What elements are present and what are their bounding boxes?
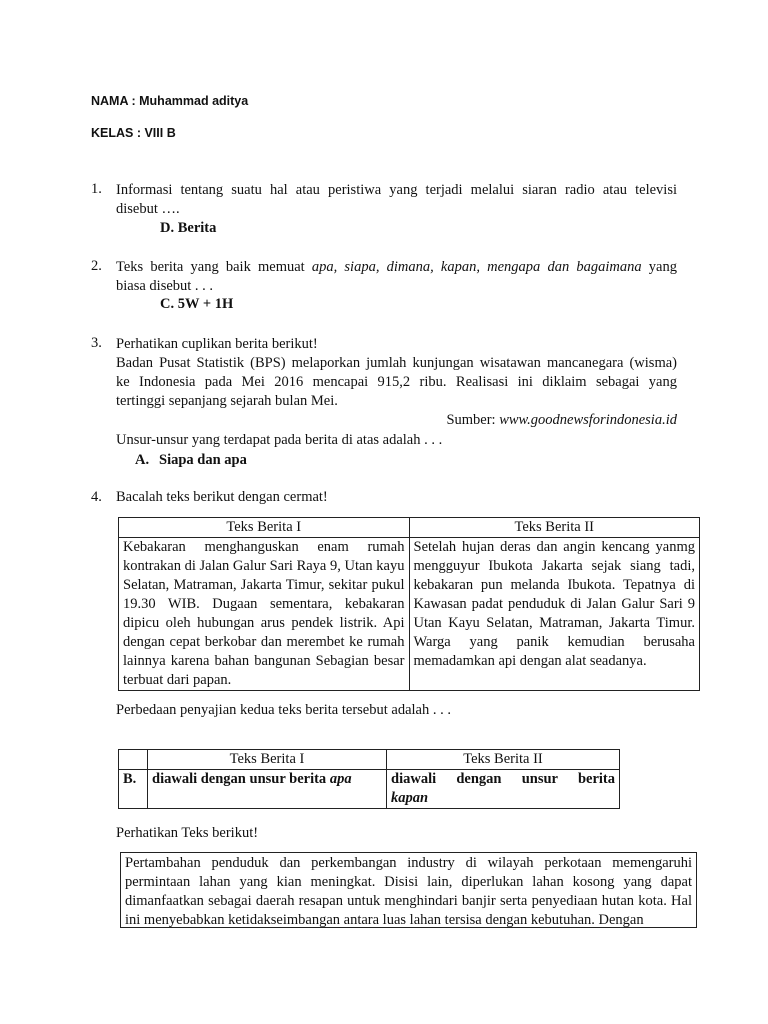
- answer-4-col-1-pre: diawali dengan unsur berita: [152, 771, 330, 787]
- answer-4-col-1: [148, 770, 387, 809]
- question-2-line-1: [116, 258, 677, 277]
- question-2: [116, 258, 677, 296]
- answer-table: [118, 749, 620, 809]
- question-4-intro: Bacalah teks berikut dengan cermat!: [116, 489, 328, 505]
- question-1: [116, 181, 677, 219]
- question-2-post: yang: [641, 259, 677, 275]
- news-source: [116, 412, 677, 429]
- news-comparison-table: [118, 517, 700, 691]
- question-1-number: 1.: [91, 181, 102, 197]
- question-3-text: Unsur-unsur yang terdapat pada berita di atas adalah . . .: [116, 432, 443, 448]
- question-3: [116, 335, 677, 411]
- question-3-intro: Perhatikan cuplikan berita berikut!: [116, 336, 318, 352]
- question-1-line-1: Informasi tentang suatu hal atau peristiwa yang terjadi melalui siaran radio atau televisi: [116, 182, 677, 198]
- news-excerpt-line-2: ke Indonesia pada Mei 2016 mencapai 915,2 ribu. Realisasi ini diklaim sebagai yang: [116, 374, 677, 390]
- answer-4-col-1-italic: apa: [329, 771, 352, 787]
- question-2-line-2: biasa disebut . . .: [116, 278, 214, 294]
- answer-2: C. 5W + 1H: [160, 296, 234, 312]
- table-header-1: Teks Berita I: [119, 518, 410, 538]
- answer-4-col-2: [387, 770, 620, 809]
- answer-4-col-2-italic: kapan: [391, 790, 429, 806]
- question-1-line-2: disebut ….: [116, 201, 180, 217]
- question-2-number: 2.: [91, 258, 102, 274]
- answer-table-header-1: Teks Berita I: [148, 750, 387, 770]
- question-4-text: Perbedaan penyajian kedua teks berita tersebut adalah . . .: [116, 702, 451, 718]
- question-5-intro: Perhatikan Teks berikut!: [116, 825, 259, 841]
- passage-box: [120, 852, 697, 928]
- source-url: www.goodnewsforindonesia.id: [499, 412, 677, 428]
- answer-table-header-2: Teks Berita II: [387, 750, 620, 770]
- question-2-pre: Teks berita yang baik memuat: [116, 259, 312, 275]
- question-2-italic: apa, siapa, dimana, kapan, mengapa dan bagaimana: [311, 259, 642, 275]
- table-header-2: Teks Berita II: [409, 518, 700, 538]
- answer-3-letter: A.: [135, 452, 150, 468]
- passage-text: Pertambahan penduduk dan perkembangan industry di wilayah perkotaan memengaruhi permintaan lahan yang kian meningkat. Disisi lain, diperlukan lahan kosong yang dapat dimanfaatkan sebagai daerah resapan untuk menghindari banjir serta penyediaan hutan kota. Hal ini menyebabkan ketidakseimbangan antara luas lahan tersisa dengan kebutuhan. Dengan: [125, 855, 692, 928]
- news-text-2: Setelah hujan deras dan angin kencang yanmg mengguyur Ibukota Jakarta sejak siang tadi, kebakaran pun melanda Ibukota. Tepatnya di Kawasan padat penduduk di Jalan Galur Sari 9 Utan Kayu Selatan, Matraman, Jakarta Timur. Warga yang panik kemudian berusaha memadamkan api dengan alat seadanya.: [409, 538, 700, 691]
- student-name: NAMA : Muhammad aditya: [91, 94, 249, 108]
- answer-1: D. Berita: [160, 220, 217, 236]
- question-3-number: 3.: [91, 335, 102, 351]
- answer-4-letter: B.: [119, 770, 148, 809]
- news-text-1: Kebakaran menghanguskan enam rumah kontrakan di Jalan Galur Sari Raya 9, Utan kayu Selatan, Matraman, Jakarta Timur, sekitar pukul 19.30 WIB. Dugaan sementara, kebakaran dipicu oleh hubungan arus pendek listrik. Api dengan cepat berkobar dan merembet ke rumah lainnya karena bahan bangunan Sebagian besar terbuat dari papan.: [119, 538, 410, 691]
- news-excerpt-line-3: tertinggi sepanjang sejarah bulan Mei.: [116, 393, 338, 409]
- student-class: KELAS : VIII B: [91, 126, 176, 140]
- news-excerpt-line-1: Badan Pusat Statistik (BPS) melaporkan jumlah kunjungan wisatawan mancanegara (wisma): [116, 355, 677, 371]
- question-4-number: 4.: [91, 489, 102, 505]
- source-label: Sumber:: [446, 412, 500, 428]
- answer-table-corner: [119, 750, 148, 770]
- answer-3: Siapa dan apa: [159, 452, 247, 468]
- answer-4-col-2-pre: diawali dengan unsur berita: [391, 771, 615, 787]
